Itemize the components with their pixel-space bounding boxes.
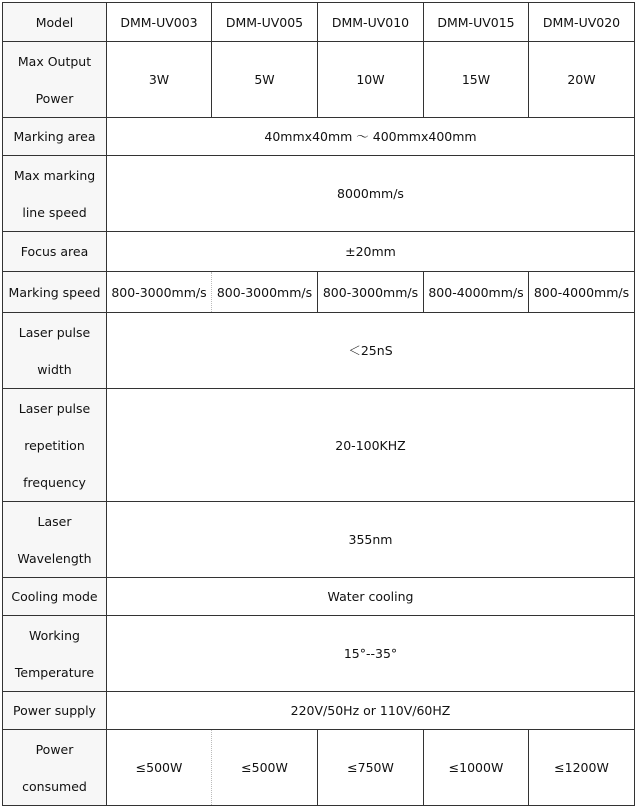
- row-label-cooling-mode: Cooling mode: [3, 578, 107, 616]
- label-line: frequency: [23, 474, 86, 490]
- table-row-max-output-power: [3, 42, 635, 118]
- label-line: consumed: [22, 778, 87, 794]
- value-cell: ＜25nS: [107, 313, 635, 389]
- label-line: width: [37, 361, 72, 377]
- table-row-model: [3, 3, 635, 42]
- label-line: Laser pulse: [18, 400, 91, 416]
- table-row-cooling-mode: [3, 578, 635, 616]
- row-label-laser-pulse-width: [3, 313, 107, 389]
- value-cell: 5W: [212, 42, 318, 118]
- value-cell: 355nm: [107, 502, 635, 578]
- value-cell: 20-100KHZ: [107, 389, 635, 502]
- table-row-laser-pulse-width: [3, 313, 635, 389]
- value-cell: ≤1000W: [424, 730, 529, 806]
- value-cell: 800-3000mm/s: [212, 272, 318, 313]
- table-row-marking-area: [3, 118, 635, 156]
- row-label-marking-area: Marking area: [3, 118, 107, 156]
- table-row-max-marking-line-speed: [3, 156, 635, 232]
- label-line: Working: [29, 627, 80, 643]
- model-cell: DMM-UV005: [212, 3, 318, 42]
- model-cell: DMM-UV020: [529, 3, 635, 42]
- value-cell: 3W: [107, 42, 212, 118]
- table-row-laser-pulse-repetition-frequency: [3, 389, 635, 502]
- value-cell: Water cooling: [107, 578, 635, 616]
- label-line: Max Output: [17, 53, 92, 69]
- row-label-power-supply: Power supply: [3, 692, 107, 730]
- value-cell: ≤750W: [318, 730, 424, 806]
- row-label-focus-area: Focus area: [3, 232, 107, 272]
- value-cell: 15W: [424, 42, 529, 118]
- table-row-marking-speed: [3, 272, 635, 313]
- label-line: Max marking: [13, 167, 96, 183]
- value-cell: 800-4000mm/s: [529, 272, 635, 313]
- label-line: repetition: [24, 437, 85, 453]
- model-cell: DMM-UV003: [107, 3, 212, 42]
- label-line: Power: [35, 741, 74, 757]
- label-line: Laser: [37, 513, 72, 529]
- model-cell: DMM-UV015: [424, 3, 529, 42]
- table-row-focus-area: [3, 232, 635, 272]
- label-line: Power: [35, 90, 74, 106]
- label-line: line speed: [22, 204, 87, 220]
- row-label-laser-pulse-repetition-frequency: [3, 389, 107, 502]
- row-label-max-marking-line-speed: [3, 156, 107, 232]
- value-cell: ≤500W: [107, 730, 212, 806]
- table-row-laser-wavelength: [3, 502, 635, 578]
- value-cell: ±20mm: [107, 232, 635, 272]
- value-cell: ≤500W: [212, 730, 318, 806]
- row-label-working-temperature: [3, 616, 107, 692]
- value-cell: 15°--35°: [107, 616, 635, 692]
- row-label-power-consumed: [3, 730, 107, 806]
- value-cell: ≤1200W: [529, 730, 635, 806]
- value-cell: 20W: [529, 42, 635, 118]
- table-row-power-consumed: [3, 730, 635, 806]
- row-label-marking-speed: Marking speed: [3, 272, 107, 313]
- model-cell: DMM-UV010: [318, 3, 424, 42]
- table-row-power-supply: [3, 692, 635, 730]
- value-cell: 800-4000mm/s: [424, 272, 529, 313]
- value-cell: 10W: [318, 42, 424, 118]
- label-line: Wavelength: [17, 550, 92, 566]
- label-line: Laser pulse: [18, 324, 91, 340]
- spec-table: [2, 2, 635, 806]
- value-cell: 800-3000mm/s: [318, 272, 424, 313]
- value-cell: 220V/50Hz or 110V/60HZ: [107, 692, 635, 730]
- value-cell: 800-3000mm/s: [107, 272, 212, 313]
- label-line: Temperature: [14, 664, 95, 680]
- table-row-working-temperature: [3, 616, 635, 692]
- row-label-laser-wavelength: [3, 502, 107, 578]
- value-cell: 8000mm/s: [107, 156, 635, 232]
- row-label-model: Model: [3, 3, 107, 42]
- row-label-max-output-power: [3, 42, 107, 118]
- value-cell: 40mmx40mm ～ 400mmx400mm: [107, 118, 635, 156]
